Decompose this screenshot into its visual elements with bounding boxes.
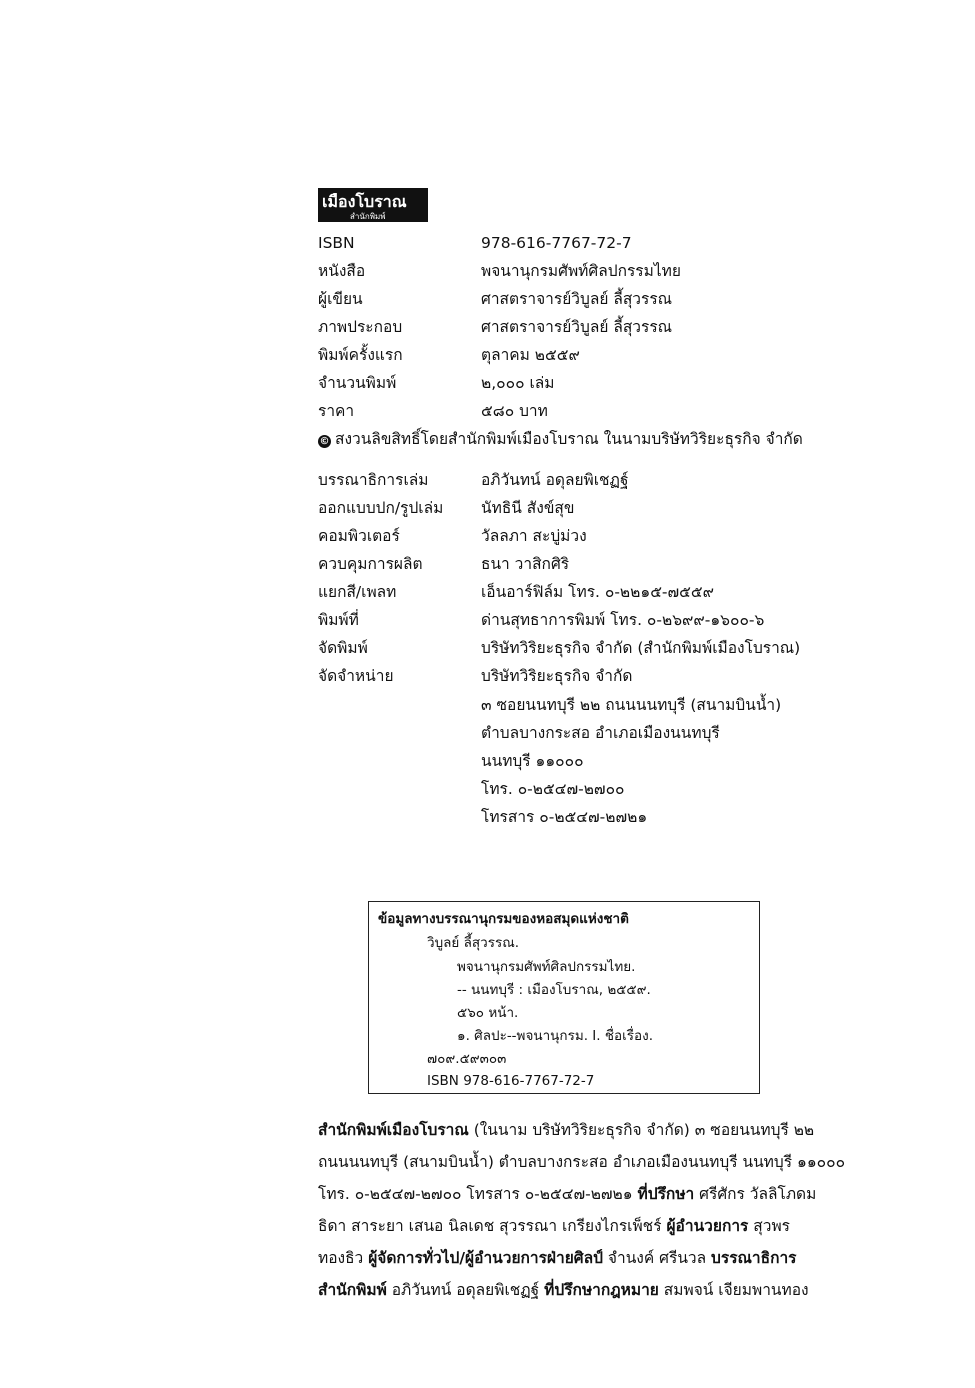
credit-label: พิมพ์ที่ bbox=[318, 611, 359, 629]
detail-value: 978-616-7767-72-7 bbox=[481, 234, 632, 252]
detail-value: ตุลาคม ๒๕๕๙ bbox=[481, 346, 580, 364]
footer-gm-label: ผู้จัดการทั่วไป/ผู้อำนวยการฝ่ายศิลป์ bbox=[368, 1249, 603, 1267]
footer-director-text: สุวพร ทองธิว bbox=[318, 1217, 790, 1267]
footer-legal-text: สมพจน์ เจียมพานทอง bbox=[658, 1281, 809, 1299]
detail-row-illustrations bbox=[318, 317, 672, 337]
cip-author: วิบูลย์ ลี้สุวรรณ. bbox=[427, 935, 520, 951]
detail-label: ISBN bbox=[318, 234, 355, 252]
footer-publisher-label: สำนักพิมพ์เมืองโบราณ bbox=[318, 1121, 469, 1139]
credit-label: ควบคุมการผลิต bbox=[318, 555, 423, 573]
credit-value: บริษัทวิริยะธุรกิจ จำกัด (สำนักพิมพ์เมืองโบราณ) bbox=[481, 639, 801, 657]
credit-label: จัดพิมพ์ bbox=[318, 639, 368, 657]
cip-publication: -- นนทบุรี : เมืองโบราณ, ๒๕๕๙. bbox=[457, 982, 651, 998]
cip-title: พจนานุกรมศัพท์ศิลปกรรมไทย. bbox=[457, 959, 636, 975]
detail-label: จำนวนพิมพ์ bbox=[318, 374, 397, 392]
footer-advisor-text: ศรีศักร วัลลิโภดม ธิดา สาระยา เสนอ นิลเดช สุวรรณา เกรียงไกรเพ็ชร์ bbox=[318, 1185, 817, 1235]
cip-box bbox=[368, 901, 760, 1094]
logo-title: เมืองโบราณ bbox=[322, 192, 407, 211]
copyright-icon: © bbox=[319, 436, 330, 447]
footer-publisher-text: (ในนาม บริษัทวิริยะธุรกิจ จำกัด) ๓ ซอยนนทบุรี ๒๒ ถนนนนทบุรี (สนามบินน้ำ) ตำบลบางกระสอ อำเภอเมืองนนทบุรี นนทบุรี ๑๑๐๐๐ โทร. ๐-๒๕๔๗-๒๗๐๐ โทรสาร ๐-๒๕๔๗-๒๗๒๑ bbox=[318, 1121, 846, 1203]
distributor-address-line: นนทบุรี ๑๑๐๐๐ bbox=[481, 752, 584, 770]
copyright-text: สงวนลิขสิทธิ์โดยสำนักพิมพ์เมืองโบราณ ในนามบริษัทวิริยะธุรกิจ จำกัด bbox=[335, 430, 803, 448]
cip-heading: ข้อมูลทางบรรณานุกรมของหอสมุดแห่งชาติ bbox=[378, 911, 629, 927]
detail-row-print-run bbox=[318, 373, 554, 393]
cip-pages: ๕๖๐ หน้า. bbox=[457, 1005, 519, 1021]
copyright-line bbox=[318, 429, 803, 449]
publisher-footer bbox=[318, 1114, 863, 1306]
credit-row-printer bbox=[318, 610, 764, 630]
credit-label: ออกแบบปก/รูปเล่ม bbox=[318, 499, 444, 517]
detail-value: ๒,๐๐๐ เล่ม bbox=[481, 374, 555, 392]
detail-label: ผู้เขียน bbox=[318, 290, 363, 308]
detail-label: พิมพ์ครั้งแรก bbox=[318, 346, 403, 364]
footer-editor-text: อภิวันทน์ อดุลยพิเชฏฐ์ bbox=[386, 1281, 545, 1299]
detail-label: หนังสือ bbox=[318, 262, 366, 280]
detail-row-isbn bbox=[318, 233, 632, 253]
cip-isbn: ISBN 978-616-7767-72-7 bbox=[427, 1073, 595, 1089]
credit-value: อภิวันทน์ อดุลยพิเชฏฐ์ bbox=[481, 471, 629, 489]
cip-subject: ๑. ศิลปะ--พจนานุกรม. I. ชื่อเรื่อง. bbox=[457, 1028, 654, 1044]
footer-gm-text: จำนงค์ ศรีนวล bbox=[602, 1249, 712, 1267]
credit-row-publisher bbox=[318, 638, 800, 658]
logo-subtitle: สำนักพิมพ์ bbox=[350, 212, 386, 221]
distributor-fax: โทรสาร ๐-๒๕๔๗-๒๗๒๑ bbox=[481, 808, 648, 826]
detail-label: ราคา bbox=[318, 402, 355, 420]
detail-row-price bbox=[318, 401, 548, 421]
footer-editor-label: บรรณาธิการ สำนักพิมพ์ bbox=[318, 1249, 797, 1299]
detail-row-book bbox=[318, 261, 681, 281]
detail-value: ศาสตราจารย์วิบูลย์ ลี้สุวรรณ bbox=[481, 290, 673, 308]
distributor-address-line: ตำบลบางกระสอ อำเภอเมืองนนทบุรี bbox=[481, 724, 720, 742]
detail-value: พจนานุกรมศัพท์ศิลปกรรมไทย bbox=[481, 262, 681, 280]
footer-advisor-label: ที่ปรึกษา bbox=[637, 1185, 695, 1203]
credit-value: ด่านสุทธาการพิมพ์ โทร. ๐-๒๖๙๙-๑๖๐๐-๖ bbox=[481, 611, 765, 629]
cip-classification: ๗๐๙.๕๙๓๐๓ bbox=[427, 1051, 507, 1067]
credit-value: ธนา วาสิกศิริ bbox=[481, 555, 570, 573]
credit-row-computer bbox=[318, 526, 587, 546]
credit-value: วัลลภา สะบู่ม่วง bbox=[481, 527, 587, 545]
credit-label: คอมพิวเตอร์ bbox=[318, 527, 400, 545]
credit-row-production bbox=[318, 554, 569, 574]
detail-row-author bbox=[318, 289, 672, 309]
credit-value: เอ็นอาร์ฟิล์ม โทร. ๐-๒๒๑๕-๗๕๕๙ bbox=[481, 583, 714, 601]
detail-label: ภาพประกอบ bbox=[318, 318, 403, 336]
publisher-logo bbox=[318, 188, 428, 222]
credit-value: นัทธินี สังข์สุข bbox=[481, 499, 575, 517]
distributor-phone: โทร. ๐-๒๕๔๗-๒๗๐๐ bbox=[481, 780, 625, 798]
credit-row-distributor bbox=[318, 666, 632, 686]
credit-label: บรรณาธิการเล่ม bbox=[318, 471, 429, 489]
credit-row-editor bbox=[318, 470, 629, 490]
credit-label: แยกสี/เพลท bbox=[318, 583, 397, 601]
detail-value: ๕๘๐ บาท bbox=[481, 402, 548, 420]
detail-value: ศาสตราจารย์วิบูลย์ ลี้สุวรรณ bbox=[481, 318, 673, 336]
detail-row-first-print bbox=[318, 345, 580, 365]
distributor-address-line: ๓ ซอยนนทบุรี ๒๒ ถนนนนทบุรี (สนามบินน้ำ) bbox=[481, 696, 782, 714]
footer-legal-label: ที่ปรึกษากฎหมาย bbox=[544, 1281, 659, 1299]
credit-label: จัดจำหน่าย bbox=[318, 667, 394, 685]
footer-director-label: ผู้อำนวยการ bbox=[666, 1217, 749, 1235]
credit-row-separation bbox=[318, 582, 714, 602]
credit-value: บริษัทวิริยะธุรกิจ จำกัด bbox=[481, 667, 633, 685]
credit-row-design bbox=[318, 498, 574, 518]
